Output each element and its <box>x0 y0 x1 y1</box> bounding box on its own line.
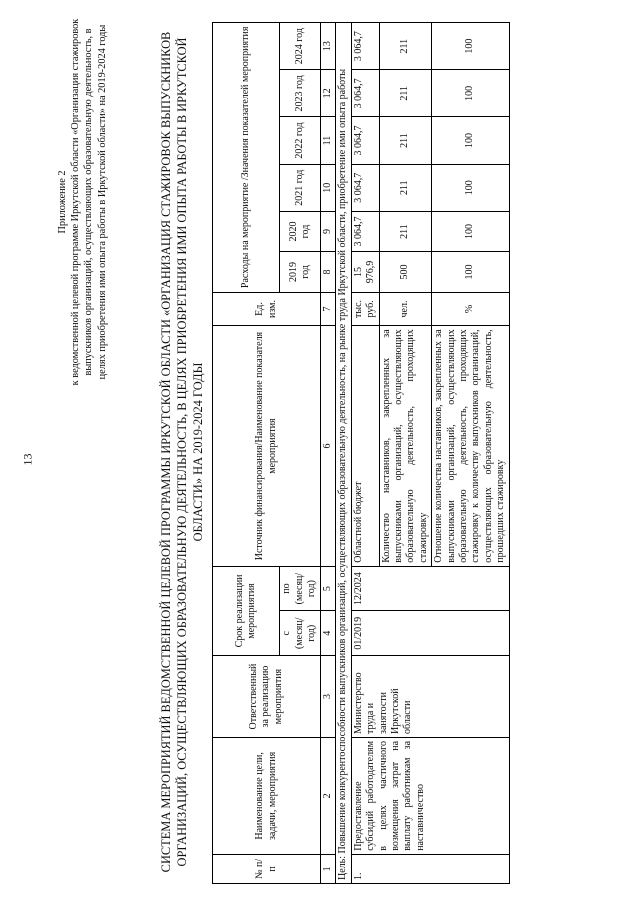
col-number: 6 <box>321 326 336 566</box>
indicator-mentors-count: Количество наставников, закрепленных за выпускниками организаций, осуществляющих образовательную деятельность, проходящих стажировку <box>379 326 432 566</box>
appendix-line2: к ведомственной целевой программе Иркутской области «Организация стажировок выпускников организаций, осуществляющих образовательную деятельность, в целях приобретения ими опыта работы в Иркутской области» на 2019-2024 годы <box>70 18 108 386</box>
appendix-line1: Приложение 2 <box>57 170 68 234</box>
header-responsible: Ответственный за реализацию мероприятия <box>213 656 321 738</box>
header-year: 2019 год <box>280 252 321 292</box>
indicator-value: 100 <box>432 23 509 70</box>
budget-value: 3 064,7 <box>351 211 379 251</box>
indicator-mentors-ratio: Отношение количества наставников, закрепленных за выпускниками организаций, осуществляющих образовательную деятельность, проходящих стажировку к количеству выпускников организаций, осуществляющих образовательную деятельность, прошедших стажировку <box>432 326 509 566</box>
indicator-value: 100 <box>432 70 509 117</box>
indicator-value: 100 <box>432 164 509 211</box>
indicator-value: 211 <box>379 23 432 70</box>
term-to: 12/2024 <box>351 566 509 611</box>
indicator-value: 100 <box>432 117 509 164</box>
document-title: СИСТЕМА МЕРОПРИЯТИЙ ВЕДОМСТВЕННОЙ ЦЕЛЕВОЙ ПРОГРАММЫ ИРКУТСКОЙ ОБЛАСТИ «ОРГАНИЗАЦИЯ СТАЖИРОВОК ВЫПУСКНИКОВ ОРГАНИЗАЦИЙ, ОСУЩЕСТВЛЯЮЩИХ ОБРАЗОВАТЕЛЬНУЮ ДЕЯТЕЛЬНОСТЬ, В ЦЕЛЯХ ПРИОБРЕТЕНИЯ ИМИ ОПЫТА РАБОТЫ В ИРКУТСКОЙ ОБЛАСТИ» НА 2019-2024 ГОДЫ <box>159 31 205 873</box>
header-year: 2020 год <box>280 211 321 251</box>
header-unit: Ед. изм. <box>213 292 321 326</box>
budget-value: 3 064,7 <box>351 117 379 164</box>
rotated-sheet <box>20 12 620 892</box>
budget-unit: тыс. руб. <box>351 292 379 326</box>
col-number: 8 <box>321 252 336 292</box>
indicator-value: 211 <box>379 211 432 251</box>
budget-value: 3 064,7 <box>351 164 379 211</box>
col-number: 9 <box>321 211 336 251</box>
col-number: 3 <box>321 656 336 738</box>
col-number: 12 <box>321 70 336 117</box>
header-name: Наименование цели, задачи, мероприятия <box>213 737 321 854</box>
header-term-from: с (месяц/ год) <box>280 611 321 656</box>
header-term-to: по (месяц/ год) <box>280 566 321 611</box>
page-number: 13 <box>20 453 35 466</box>
header-row <box>213 23 280 884</box>
budget-value: 3 064,7 <box>351 70 379 117</box>
term-from: 01/2019 <box>351 611 509 656</box>
indicator-value: 100 <box>432 211 509 251</box>
budget-value: 15 976,9 <box>351 252 379 292</box>
header-source: Источник финансирования/Наименование показателя мероприятия <box>213 326 321 566</box>
column-numbers-row <box>321 23 336 884</box>
indicator-unit: % <box>432 292 509 326</box>
table-row <box>351 23 379 884</box>
measure-name: Предоставление субсидий работодателям в целях частичного возмещения затрат на выплату работникам за наставничество <box>351 737 509 854</box>
budget-value: 3 064,7 <box>351 23 379 70</box>
indicator-value: 211 <box>379 70 432 117</box>
col-number: 10 <box>321 164 336 211</box>
indicator-value: 100 <box>432 252 509 292</box>
appendix-note <box>56 16 109 388</box>
row-num: 1. <box>351 854 509 883</box>
col-number: 13 <box>321 23 336 70</box>
header-term: Срок реализации мероприятия <box>213 566 280 655</box>
goal-row <box>336 23 351 884</box>
indicator-value: 500 <box>379 252 432 292</box>
header-expenses: Расходы на мероприятие /Значения показателей мероприятия <box>213 23 280 293</box>
goal-text: Цель: Повышение конкурентоспособности выпускников организаций, осуществляющих образовательную деятельность, на рынке труда Иркутской области, приобретение ими опыта работы <box>336 23 351 884</box>
col-number: 7 <box>321 292 336 326</box>
header-year: 2024 год <box>280 23 321 70</box>
budget-source: Областной бюджет <box>351 326 379 566</box>
header-num: № п/п <box>213 854 321 883</box>
col-number: 11 <box>321 117 336 164</box>
indicator-value: 211 <box>379 117 432 164</box>
measures-table <box>212 22 510 884</box>
measure-responsible: Министерство труда и занятости Иркутской области <box>351 656 509 738</box>
indicator-unit: чел. <box>379 292 432 326</box>
col-number: 2 <box>321 737 336 854</box>
header-year: 2021 год <box>280 164 321 211</box>
header-year: 2022 год <box>280 117 321 164</box>
header-year: 2023 год <box>280 70 321 117</box>
indicator-value: 211 <box>379 164 432 211</box>
col-number: 4 <box>321 611 336 656</box>
col-number: 1 <box>321 854 336 883</box>
col-number: 5 <box>321 566 336 611</box>
